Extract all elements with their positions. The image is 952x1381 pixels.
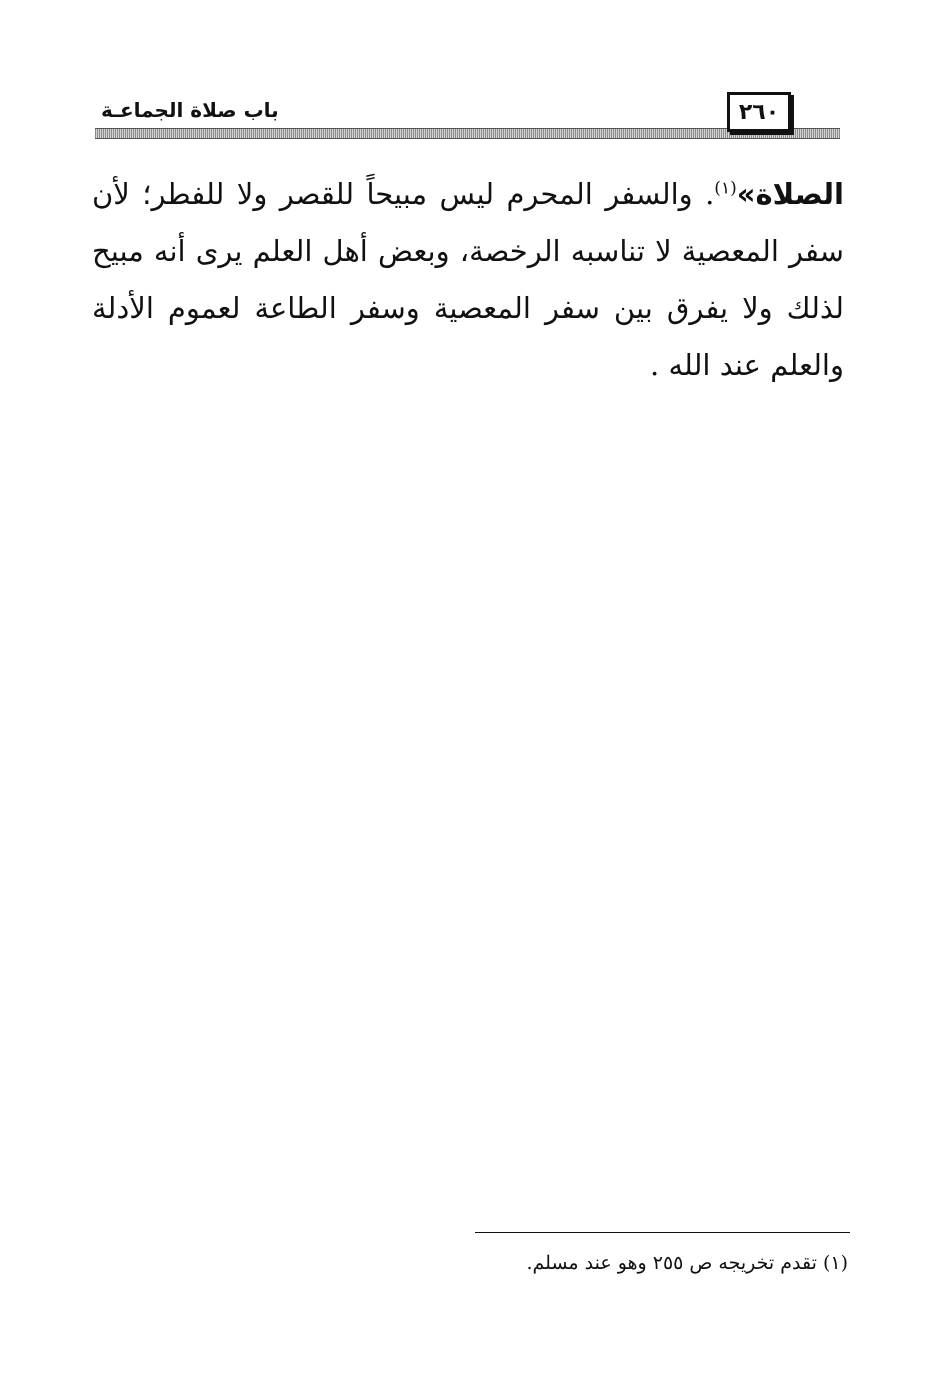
paragraph-text: . والسفر المحرم ليس مبيحاً للقصر ولا للفطر؛ لأن سفر المعصية لا تناسبه الرخصة، وبعض أهل العلم يرى أنه مبيح لذلك ولا يفرق بين سفر المعصية وسفر الطاعة لعموم الأدلة والعلم عند الله .	[92, 177, 844, 382]
running-title: باب صلاة الجماعـة	[95, 96, 285, 124]
page-number-box	[727, 92, 791, 132]
main-paragraph	[92, 166, 844, 394]
footnote-reference: (١)	[714, 178, 737, 199]
bold-lead: الصلاة»	[736, 177, 844, 211]
page-number: ٢٦٠	[738, 99, 780, 125]
footnote-separator	[475, 1232, 850, 1233]
footnote-text: تقدم تخريجه ص ٢٥٥ وهو عند مسلم.	[526, 1252, 817, 1274]
page-header	[95, 92, 840, 140]
footnote	[420, 1248, 848, 1278]
footnote-marker: (١)	[822, 1252, 848, 1274]
